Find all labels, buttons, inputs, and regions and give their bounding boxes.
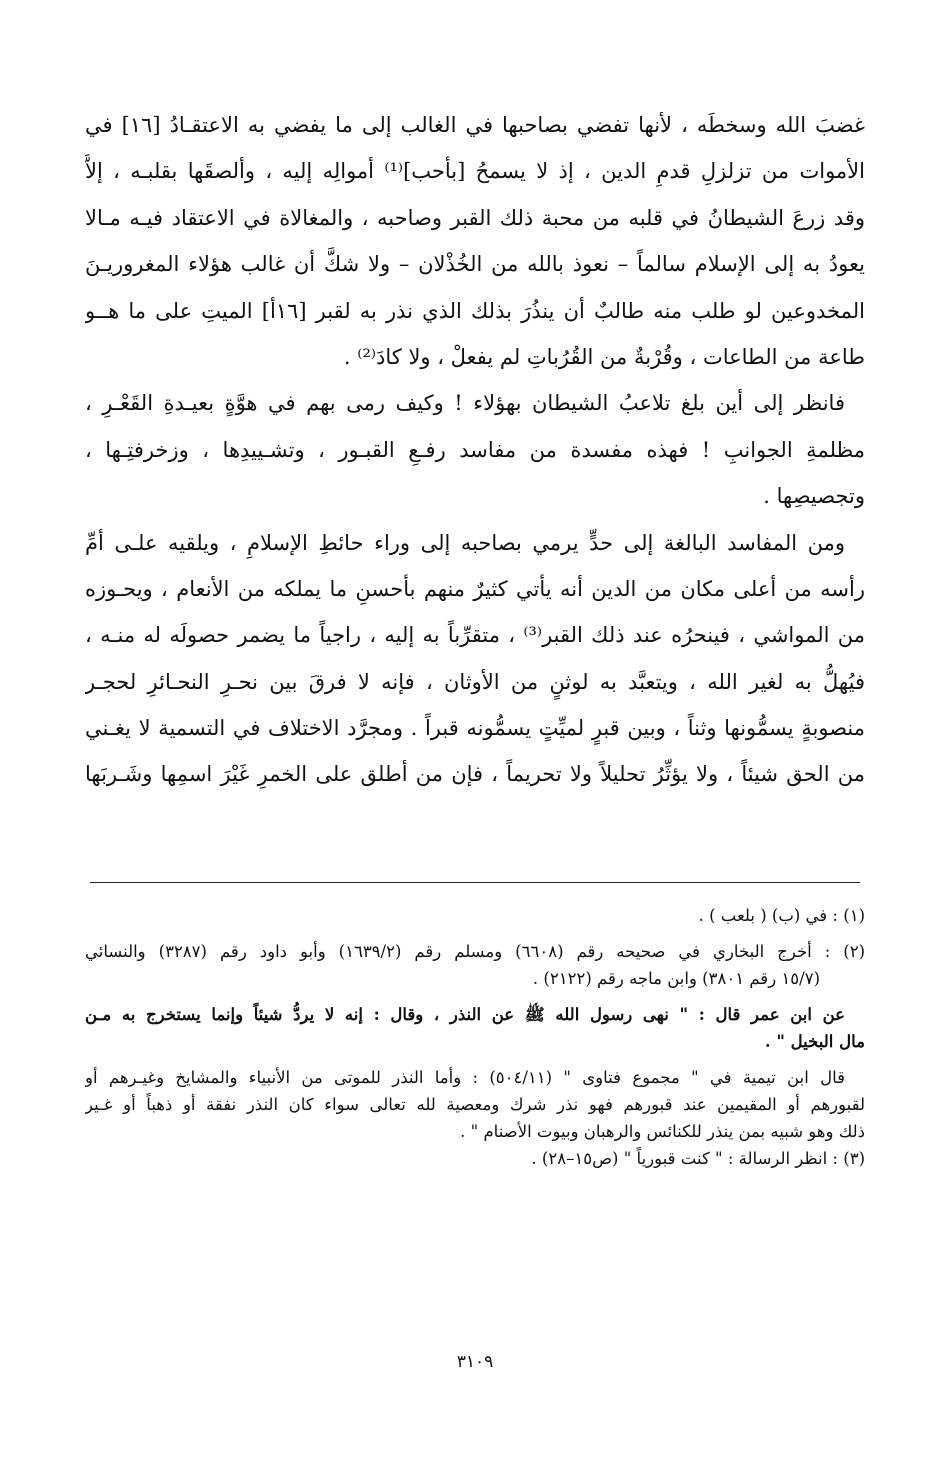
footnote-1: (١) : في (ب) ( بلعب ) .: [698, 906, 865, 925]
footnote-2-hadith-end: مال البخيل " .: [764, 1032, 865, 1051]
footnote-2: (٢) : أخرج البخاري في صحيحه رقم (٦٦٠٨) ومسلم رقم (١٦٣٩/٢) وأبو داود رقم (٣٢٨٧) والنسائي: [85, 942, 865, 961]
text-line: من الحق شيئاً ، ولا يؤثِّرُ تحليلاً ولا تحريماً ، فإن من أطلق على الخمرِ غَيْرَ اسمِها وشَـربَها: [85, 762, 865, 787]
text-line: وقد زرعَ الشيطانُ في قلبه من محبة ذلك القبر وصاحبه ، والمغالاة في الاعتقاد فيـه مـالا: [85, 205, 865, 230]
footnote-2-cont: (١٥/٧ رقم ٣٨٠١) وابن ماجه رقم (٢١٢٢) .: [532, 969, 820, 988]
footnote-2-quote: قال ابن تيمية في " مجموع فتاوى " (٥٠٤/١١) : وأما النذر للموتى من الأنبياء والمشايخ وغيـرهم أو: [85, 1068, 845, 1087]
main-text: [85, 102, 865, 798]
text-line: ومن المفاسد البالغة إلى حدٍّ يرمي بصاحبه إلى وراء حائطِ الإسلامِ ، ويلقيه علـى أمِّ: [85, 530, 845, 555]
text-line: المخدوعين لو طلب منه طالبٌ أن ينذُرَ بذلك الذي نذر به لقبر [١٦أ] الميتِ على ما هــو: [85, 298, 865, 323]
text-line: وتجصيصِها .: [763, 484, 865, 509]
footnote-2-quote-cont: لقبورهم أو المقيمين عند قبورهم فهو نذر شرك ومعصية لله تعالى سواء كان النذر نفقة أو ذهباً أو غـير: [85, 1095, 865, 1114]
footnote-divider: [90, 882, 860, 883]
text-line: فانظر إلى أين بلغ تلاعبُ الشيطان بهؤلاء ! وكيف رمى بهم في هوَّةٍ بعيـدةِ القَعْـرِ ،: [85, 391, 845, 416]
page-number: ٣١٠٩: [456, 1352, 494, 1372]
footnote-2-hadith: عن ابن عمر قال : " نهى رسول الله ﷺ عن النذر ، وقال : إنه لا يردُّ شيئاً وإنما يستخرج به مـن: [85, 1005, 845, 1024]
text-line: الأموات من تزلزلِ قدمِ الدين ، إذ لا يسمحُ [بأحب]⁽¹⁾ أموالِه إليه ، وألصقَها بقلبـه ، إلاَّ: [85, 159, 865, 184]
text-line: رأسه من أعلى مكان من الدين أنه يأتي كثيرٌ منهم بأحسنِ ما يملكه من الأنعام ، ويحـوزه: [85, 576, 865, 601]
text-line: يعودُ به إلى الإسلام سالماً – نعوذ بالله من الخُذْلان – ولا شكَّ أن غالب هؤلاء المغروريـنَ: [85, 252, 865, 277]
text-line: غضبَ الله وسخطَه ، لأنها تفضي بصاحبها في الغالب إلى ما يفضي به الاعتقـادُ [١٦] في: [85, 113, 865, 137]
footnotes: [85, 902, 865, 1172]
text-line: من المواشي ، فينحرُه عند ذلك القبر⁽³⁾ ، متقرِّباً به إليه ، راجياً ما يضمر حصولَه له منـه ،: [85, 623, 865, 648]
text-line: طاعة من الطاعات ، وقُرْبةٌ من القُرُباتِ لم يفعلْ ، ولا كادَ⁽²⁾ .: [343, 344, 865, 369]
footnote-2-quote-end: ذلك وهو شبيه بمن ينذر للكنائس والرهبان وبيوت الأصنام " .: [460, 1122, 865, 1141]
text-line: مظلمةِ الجوانبِ ! فهذه مفسدة من مفاسد رفـعِ القبـور ، وتشـييدِها ، وزخرفتِـها ،: [85, 437, 865, 462]
text-line: منصوبةٍ يسمُّونها وثناً ، وبين قبرٍ لميِّتٍ يسمُّونه قبراً . ومجرَّد الاختلاف في التسمية لا يغـني: [85, 716, 865, 741]
footnote-3: (٣) : انظر الرسالة : " كنت قبورياً " (ص١٥–٢٨) .: [531, 1149, 865, 1168]
text-line: فيُهلُّ به لغير الله ، ويتعبَّد به لوثنٍ من الأوثان ، فإنه لا فرقَ بين نحـرِ النحـائرِ لحجـر: [85, 669, 865, 694]
